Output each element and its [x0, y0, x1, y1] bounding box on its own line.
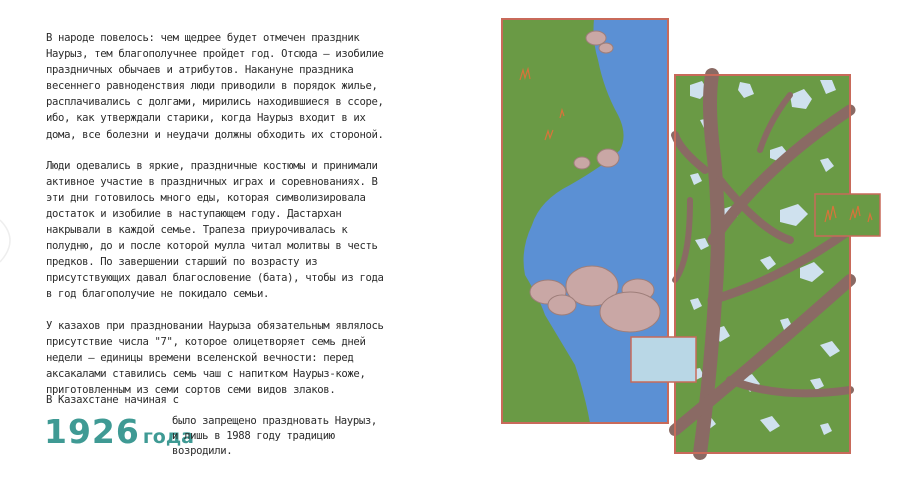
rock: [548, 295, 576, 315]
rock: [574, 157, 590, 169]
callout-year: 1926: [44, 412, 140, 451]
paragraph-2: Люди одевались в яркие, праздничные костюмы и принимали активное участие в праздничных играх и соревнованиях. В эти дни готовилось много еды, которая символизировала достаток и изобилие в наступающем году. Дастархан накрывали в каждой семье. Трапеза приурочивалась к полудню, до и после которой мулла читал молитвы в честь предков. По завершении старший по возрасту из присутствующих давал благословение (бата), чтобы из года в год благополучие не покидало семьи.: [46, 159, 384, 301]
grass-square: [815, 194, 880, 236]
callout-text: было запрещено праздновать Наурыз, и лишь в 1988 году традицию возродили.: [172, 415, 377, 457]
paragraph-3: У казахов при праздновании Наурыза обязательным являлось присутствие числа "7", которое олицетворяет семь дней недели – единицы времени вселенской вечности: перед аксакалами ставились семь чаш с напитком Наурыз-коже, приготовленным из семи сортов семи видов злаков.: [46, 319, 384, 396]
rock: [586, 31, 606, 45]
rock: [599, 43, 613, 53]
tree-panel: [675, 75, 850, 453]
sky-square: [631, 337, 696, 382]
callout-unit: года: [142, 426, 195, 448]
decorative-swirl: [0, 220, 10, 262]
callout-intro: В Казахстане начиная с: [46, 394, 179, 406]
rock: [597, 149, 619, 167]
rock: [600, 292, 660, 332]
paragraph-1: В народе повелось: чем щедрее будет отмечен праздник Наурыз, тем благополучнее пройдет год. Отсюда – изобилие праздничных обычаев и атрибутов. Накануне праздника весеннего равноденствия люди приводили в порядок жилье, расплачивались с долгами, мирились находившиеся в ссоре, ибо, как утверждали старики, когда Наурыз входит в их дома, все болезни и неудачи должны обходить их стороной.: [46, 32, 384, 141]
